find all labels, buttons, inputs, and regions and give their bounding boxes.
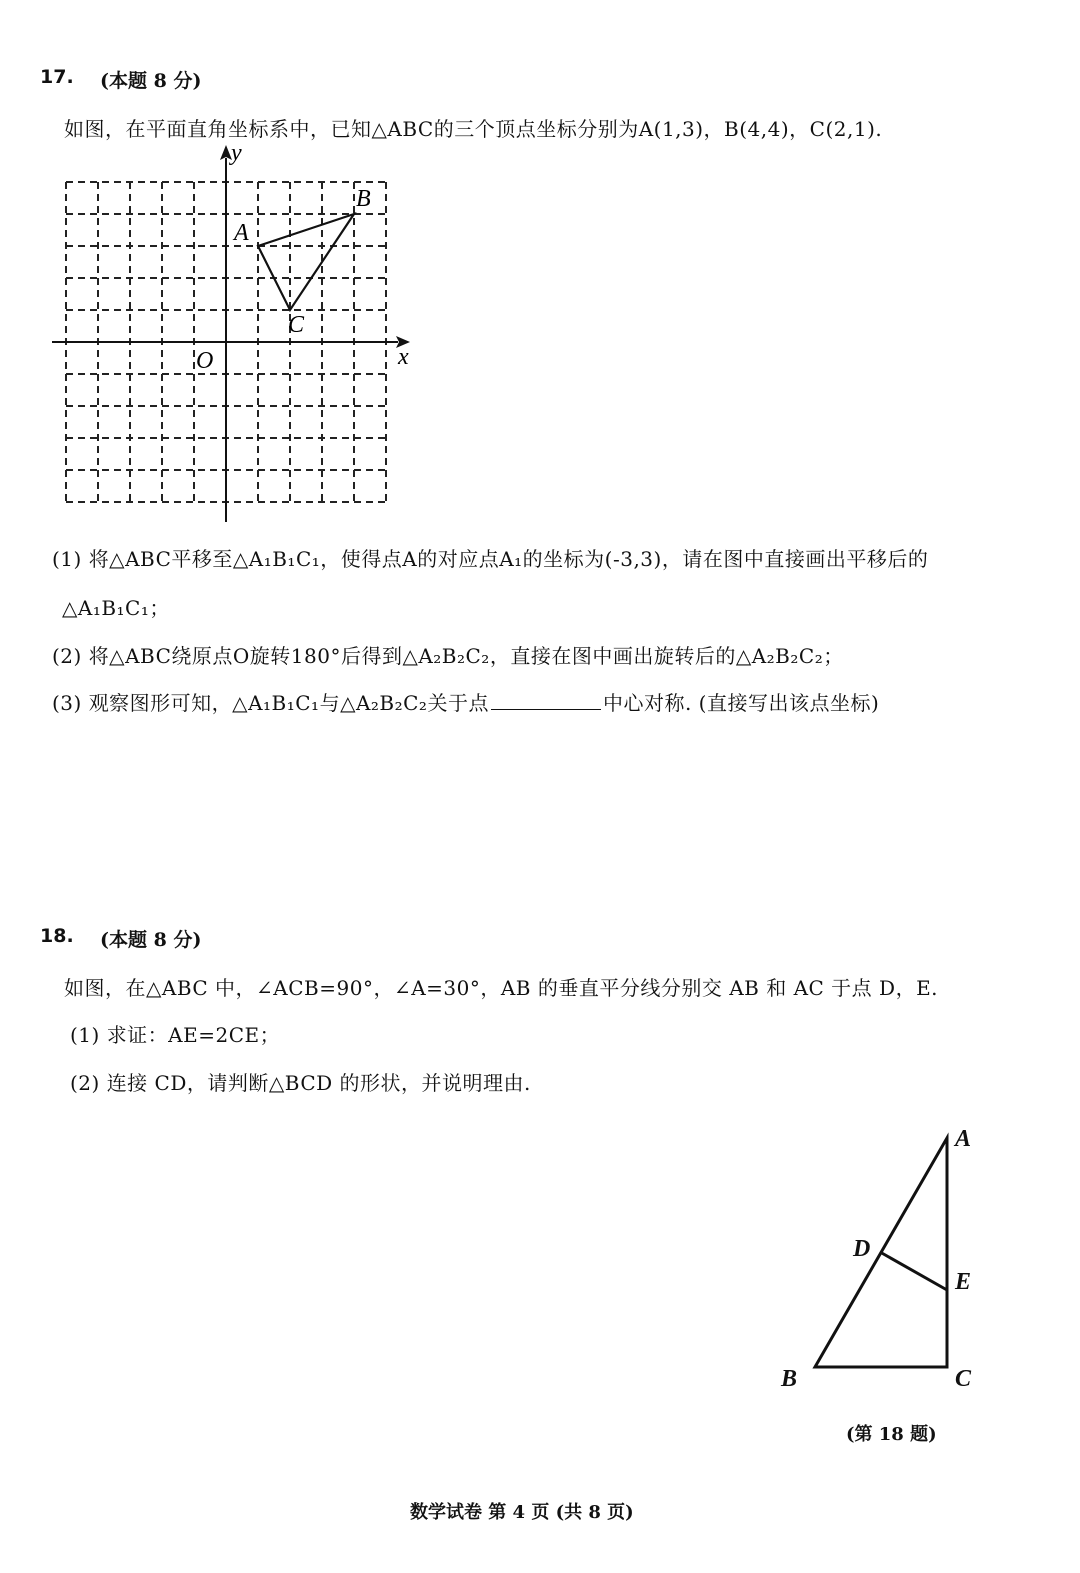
q17-part1-line2: △A₁B₁C₁； [62, 596, 170, 620]
q18-points: (本题 8 分) [100, 929, 202, 951]
triangle-abc [258, 214, 354, 310]
x-axis-label: x [398, 344, 409, 370]
y-axis-label: y [231, 140, 242, 166]
vertex-a-label: A [234, 220, 249, 246]
q17-part3-after: 中心对称. (直接写出该点坐标) [602, 691, 880, 715]
q17-points: (本题 8 分) [100, 70, 202, 92]
q18-part2: (2) 连接 CD，请判断△BCD 的形状，并说明理由. [70, 1071, 531, 1095]
page-footer: 数学试卷 第 4 页 (共 8 页) [410, 1502, 634, 1523]
vertex-b-label: B [781, 1366, 798, 1392]
vertex-c-label: C [288, 312, 305, 338]
q17-part1-line1: (1) 将△ABC平移至△A₁B₁C₁，使得点A的对应点A₁的坐标为(-3,3)，请在图中直接画出平移后的 [52, 547, 929, 571]
answer-blank[interactable] [491, 708, 601, 710]
q17-number: 17. [40, 66, 74, 88]
q18-number: 18. [40, 925, 74, 947]
q17-stem: 如图，在平面直角坐标系中，已知△ABC的三个顶点坐标分别为A(1,3)，B(4,4)，C(2,1). [64, 117, 883, 141]
point-e-label: E [955, 1269, 972, 1295]
q17-part3 [52, 687, 879, 716]
q17-part3-before: (3) 观察图形可知，△A₁B₁C₁与△A₂B₂C₂关于点 [52, 691, 489, 715]
q18-triangle-figure [770, 1120, 1010, 1400]
point-d-label: D [853, 1236, 871, 1262]
q18-part1: (1) 求证：AE=2CE； [70, 1023, 281, 1047]
vertex-c-label: C [955, 1366, 972, 1392]
perpendicular-bisector-de [880, 1252, 947, 1290]
q17-coordinate-figure [40, 138, 430, 533]
vertex-a-label: A [955, 1126, 972, 1152]
origin-label: O [196, 348, 214, 374]
q18-stem: 如图，在△ABC 中，∠ACB=90°，∠A=30°，AB 的垂直平分线分别交 AB 和 AC 于点 D，E. [64, 976, 939, 1000]
figure-caption: (第 18 题) [846, 1424, 937, 1445]
q17-part2: (2) 将△ABC绕原点O旋转180°后得到△A₂B₂C₂，直接在图中画出旋转后的△A₂B₂C₂； [52, 644, 844, 668]
vertex-b-label: B [356, 186, 371, 212]
